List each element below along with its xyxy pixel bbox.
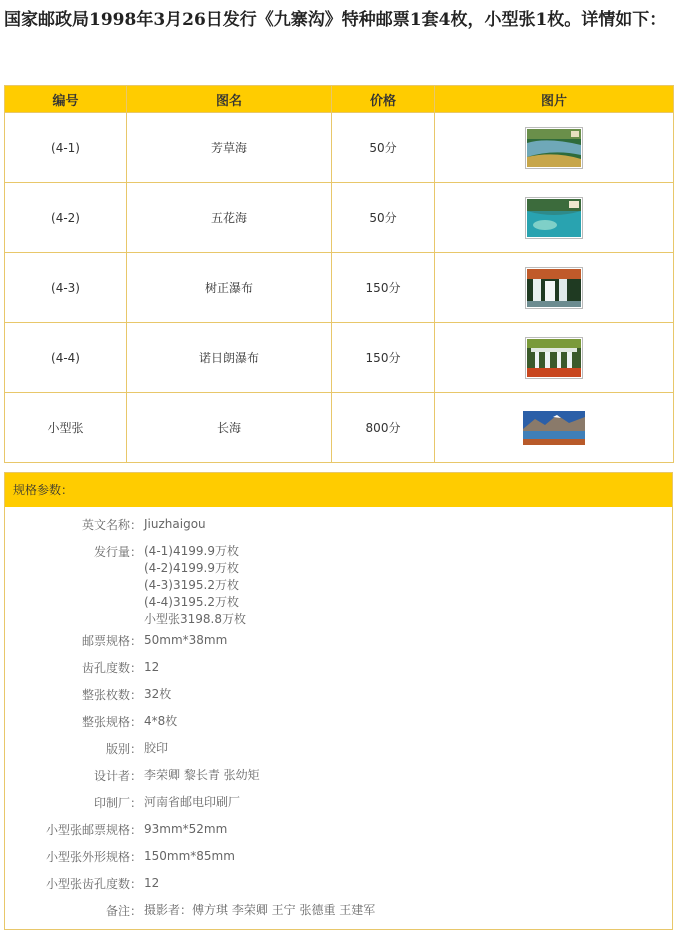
stamp-name: 树正瀑布 [127, 253, 332, 323]
intro-paragraph: 国家邮政局1998年3月26日发行《九寨沟》特种邮票1套4枚，小型张1枚。详情如下： [4, 10, 667, 30]
issue-line: (4-2)4199.9万枚 [144, 561, 239, 575]
header-image: 图片 [435, 86, 674, 113]
spec-label: 小型张齿孔度数： [45, 877, 142, 891]
stamp-image-cell [435, 113, 674, 183]
stamp-waterfall-autumn-image[interactable] [525, 337, 583, 379]
spec-value: 93mm*52mm [144, 822, 228, 836]
spec-label: 发行量： [93, 545, 142, 559]
header-price: 价格 [332, 86, 435, 113]
spec-label: 印制厂： [93, 796, 142, 810]
spec-label: 英文名称： [81, 518, 142, 532]
spec-label: 版别： [105, 742, 142, 756]
stamp-price: 50分 [332, 183, 435, 253]
issue-line: (4-1)4199.9万枚 [144, 544, 239, 558]
spec-value: 50mm*38mm [144, 633, 228, 647]
specs-title: 规格参数： [5, 473, 672, 507]
stamp-image-cell [435, 393, 674, 463]
stamp-price: 50分 [332, 113, 435, 183]
spec-value: 150mm*85mm [144, 849, 235, 863]
table-row [5, 183, 674, 253]
issue-line: (4-3)3195.2万枚 [144, 578, 239, 592]
stamp-name: 诺日朗瀑布 [127, 323, 332, 393]
stamp-id: (4-1) [5, 113, 127, 183]
spec-value: Jiuzhaigou [144, 517, 206, 531]
stamp-id: 小型张 [5, 393, 127, 463]
spec-value: 河南省邮电印刷厂 [144, 795, 241, 809]
stamp-image-cell [435, 323, 674, 393]
stamp-id: (4-4) [5, 323, 127, 393]
spec-value: 32枚 [144, 687, 172, 701]
stamp-name: 五花海 [127, 183, 332, 253]
stamp-id: (4-2) [5, 183, 127, 253]
stamp-price: 800分 [332, 393, 435, 463]
specs-panel [4, 472, 673, 930]
stamp-name: 芳草海 [127, 113, 332, 183]
stamp-waterfall-image[interactable] [525, 267, 583, 309]
stamp-price: 150分 [332, 253, 435, 323]
spec-value [144, 543, 246, 628]
spec-label: 设计者： [93, 769, 142, 783]
souvenir-sheet-mountain-lake-image[interactable] [523, 411, 585, 445]
table-row [5, 113, 674, 183]
spec-value: 胶印 [144, 741, 169, 755]
spec-value: 李荣卿 黎长青 张幼矩 [144, 768, 260, 782]
spec-label: 邮票规格： [81, 634, 142, 648]
table-row [5, 393, 674, 463]
stamp-image-cell [435, 183, 674, 253]
spec-label: 小型张外形规格： [45, 850, 142, 864]
spec-label: 整张枚数： [81, 688, 142, 702]
issue-line: (4-4)3195.2万枚 [144, 595, 239, 609]
stamp-id: (4-3) [5, 253, 127, 323]
stamp-price: 150分 [332, 323, 435, 393]
table-row [5, 253, 674, 323]
spec-label: 小型张邮票规格： [45, 823, 142, 837]
spec-value: 摄影者：傅方琪 李荣卿 王宁 张德重 王建军 [144, 903, 376, 917]
spec-label: 齿孔度数： [81, 661, 142, 675]
header-name: 图名 [127, 86, 332, 113]
issue-line: 小型张3198.8万枚 [144, 612, 246, 626]
spec-value: 12 [144, 660, 160, 674]
stamp-turquoise-lake-image[interactable] [525, 197, 583, 239]
spec-label: 备注： [105, 904, 142, 918]
stamp-table [4, 85, 674, 463]
header-id: 编号 [5, 86, 127, 113]
stamp-lake-meadow-image[interactable] [525, 127, 583, 169]
table-row [5, 323, 674, 393]
spec-value: 4*8枚 [144, 714, 178, 728]
stamp-name: 长海 [127, 393, 332, 463]
spec-value: 12 [144, 876, 160, 890]
spec-label: 整张规格： [81, 715, 142, 729]
stamp-image-cell [435, 253, 674, 323]
table-header-row [5, 86, 674, 113]
